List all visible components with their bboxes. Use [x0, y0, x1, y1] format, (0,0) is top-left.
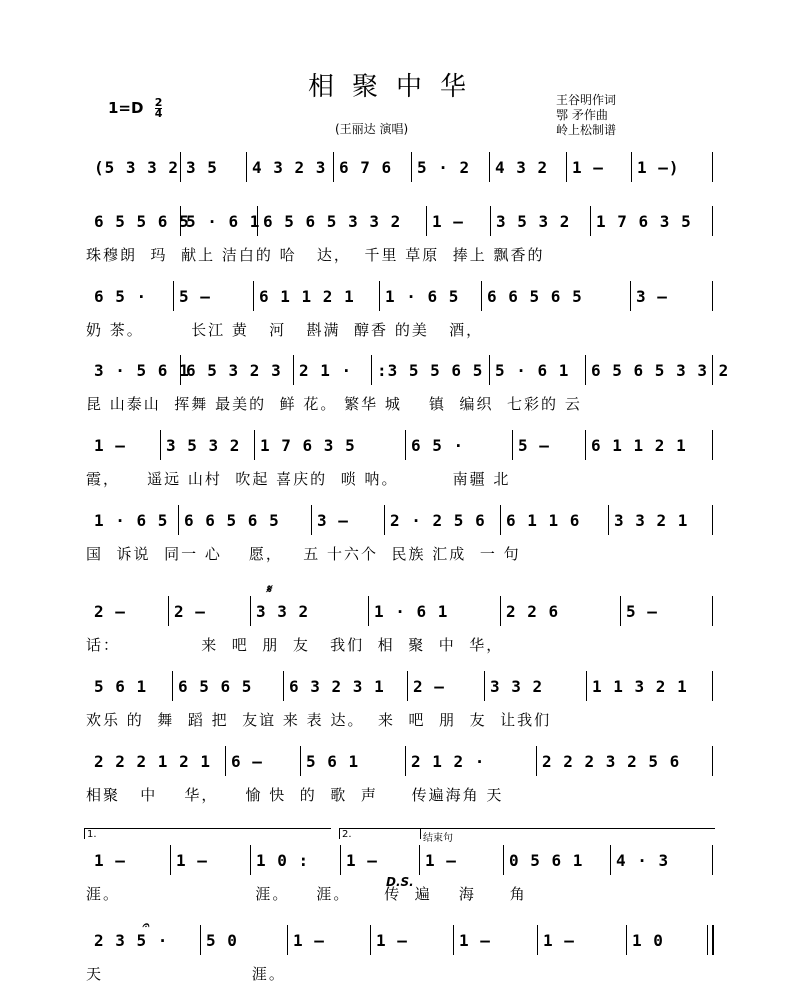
- lyricist-credit: 王谷明作词: [556, 93, 617, 107]
- measure: 6 5 ·: [411, 436, 465, 455]
- transcriber-credit: 岭上松制谱: [556, 123, 617, 137]
- barline: [379, 281, 380, 311]
- barline: [405, 746, 406, 776]
- measure: 1 · 6 5: [385, 287, 460, 306]
- time-top: 2: [154, 96, 163, 109]
- barline: [180, 152, 181, 182]
- barline: [246, 152, 247, 182]
- lyrics-line: 涯。 涯。 涯。 传 遍 海 角: [86, 885, 527, 903]
- barline: [537, 925, 538, 955]
- measure: 2 –: [413, 677, 445, 696]
- measure: 1 7 6 3 5: [260, 436, 356, 455]
- staff-row: [0, 355, 792, 411]
- barline: [426, 206, 427, 236]
- notation-line: [0, 152, 792, 182]
- lyrics-line: 欢乐 的 舞 蹈 把 友谊 来 表 达。 来 吧 朋 友 让我们: [86, 711, 552, 729]
- barline: [484, 671, 485, 701]
- barline: [411, 152, 412, 182]
- measure: 1 –: [346, 851, 378, 870]
- measure: 1 0: [632, 931, 664, 950]
- measure: 2 · 2 5 6: [390, 511, 486, 530]
- measure: 3 –: [317, 511, 349, 530]
- measure: 5 · 6 1: [495, 361, 570, 380]
- lyrics-line: 昆 山泰山 挥舞 最美的 鲜 花。 繁华 城 镇 编织 七彩的 云: [86, 395, 582, 413]
- measure: (5 3 3 2: [94, 158, 180, 177]
- barline: [712, 152, 713, 182]
- measure: 1 –): [637, 158, 680, 177]
- measure: 3 5 3 2: [166, 436, 241, 455]
- measure: 6 5 5 6 5: [94, 212, 190, 231]
- measure: 5 –: [518, 436, 550, 455]
- notation-line: [0, 505, 792, 535]
- barline: [712, 746, 713, 776]
- measure: 2 2 2 3 2 5 6: [542, 752, 681, 771]
- lyrics-line: 奶 茶。 长江 黄 河 斟满 醇香 的美 酒，: [86, 321, 484, 339]
- barline: [370, 925, 371, 955]
- measure: 6 5 ·: [94, 287, 148, 306]
- barline: [503, 845, 504, 875]
- barline: [168, 596, 169, 626]
- measure: 2 1 2 ·: [411, 752, 486, 771]
- barline: [368, 596, 369, 626]
- notation-line: [0, 281, 792, 311]
- measure: 1 –: [432, 212, 464, 231]
- barline: [160, 430, 161, 460]
- key-signature: [108, 98, 162, 119]
- volta-second: 2.: [339, 828, 420, 839]
- barline: [254, 430, 255, 460]
- barline: [712, 281, 713, 311]
- measure: 6 1 1 6: [506, 511, 581, 530]
- barline: [489, 355, 490, 385]
- barline: [172, 671, 173, 701]
- measure: 0 5 6 1: [509, 851, 584, 870]
- measure: 6 6 5 6 5: [184, 511, 280, 530]
- barline: [300, 746, 301, 776]
- barline: [250, 845, 251, 875]
- measure: 1 –: [176, 851, 208, 870]
- measure: 6 1 1 2 1: [591, 436, 687, 455]
- barline: [287, 925, 288, 955]
- measure: 1 1 3 2 1: [592, 677, 688, 696]
- performer: (王丽达 演唱): [335, 122, 409, 136]
- measure: 6 6 5 6 5: [487, 287, 583, 306]
- barline: [384, 505, 385, 535]
- measure: 3 5 3 2: [496, 212, 571, 231]
- measure: 6 –: [231, 752, 263, 771]
- ds-sign: D.S.: [386, 875, 414, 889]
- measure: 5 –: [626, 602, 658, 621]
- staff-row: [0, 596, 792, 652]
- staff-row: [0, 671, 792, 727]
- measure: 6 5 3 2 3: [186, 361, 282, 380]
- time-bottom: 4: [154, 107, 163, 120]
- measure: 1 –: [376, 931, 408, 950]
- measure: 1 0 :: [256, 851, 310, 870]
- barline: [490, 206, 491, 236]
- measure: 6 5 6 5: [178, 677, 253, 696]
- measure: 1 · 6 5: [94, 511, 169, 530]
- barline: [173, 281, 174, 311]
- barline: [712, 845, 713, 875]
- barline: [626, 925, 627, 955]
- measure: 5 0: [206, 931, 238, 950]
- barline: [566, 152, 567, 182]
- barline: [712, 596, 713, 626]
- measure: 5 · 2: [417, 158, 471, 177]
- measure: 1 –: [94, 851, 126, 870]
- notation-line: [0, 430, 792, 460]
- barline: [500, 596, 501, 626]
- barline: [311, 505, 312, 535]
- final-barline-thin: [707, 925, 708, 955]
- barline: [178, 505, 179, 535]
- measure: 6 5 6 5 3 3 2: [591, 361, 730, 380]
- barline: [712, 206, 713, 236]
- staff-row: [0, 845, 792, 901]
- measure: 1 –: [572, 158, 604, 177]
- measure: 4 · 3: [616, 851, 670, 870]
- measure: 5 –: [179, 287, 211, 306]
- credits: [556, 93, 616, 138]
- measure: :3 5 5 6 5: [377, 361, 484, 380]
- barline: [620, 596, 621, 626]
- barline: [170, 845, 171, 875]
- barline: [630, 281, 631, 311]
- notation-line: [0, 206, 792, 236]
- measure: 2 2 6: [506, 602, 560, 621]
- barline: [453, 925, 454, 955]
- barline: [536, 746, 537, 776]
- measure: 5 6 1: [306, 752, 360, 771]
- measure: 3 5: [186, 158, 218, 177]
- measure: 2 –: [174, 602, 206, 621]
- notation-line: [0, 845, 792, 875]
- measure: 1 –: [459, 931, 491, 950]
- staff-row: [0, 746, 792, 802]
- barline: [481, 281, 482, 311]
- measure: 3 –: [636, 287, 668, 306]
- notation-line: [0, 671, 792, 701]
- lyrics-line: 霞， 遥远 山村 吹起 喜庆的 唢 呐。 南疆 北: [86, 470, 511, 488]
- barline: [712, 671, 713, 701]
- measure: 6 5 6 5 3 3 2: [263, 212, 402, 231]
- barline: [608, 505, 609, 535]
- barline: [293, 355, 294, 385]
- barline: [283, 671, 284, 701]
- time-signature: [155, 98, 163, 119]
- staff-row: [0, 152, 792, 208]
- notation-line: [0, 746, 792, 776]
- staff-row: [0, 505, 792, 561]
- measure: 1 –: [293, 931, 325, 950]
- measure: 2 3 5 ·: [94, 931, 169, 950]
- measure: 2 1 ·: [299, 361, 353, 380]
- notation-line: [0, 596, 792, 626]
- measure: 1 –: [543, 931, 575, 950]
- measure: 3 · 5 6 1: [94, 361, 190, 380]
- lyrics-line: 天 涯。: [86, 965, 286, 983]
- lyrics-line: 珠穆朗 玛 献上 洁白的 哈 达， 千里 草原 捧上 飘香的: [86, 246, 545, 264]
- barline: [500, 505, 501, 535]
- measure: 2 –: [94, 602, 126, 621]
- barline: [585, 355, 586, 385]
- volta-ending: 结束句: [420, 828, 715, 839]
- measure: 4 3 2: [495, 158, 549, 177]
- key-label: 1=D: [108, 99, 144, 117]
- barline: [712, 430, 713, 460]
- measure: 2 2 2 1 2 1: [94, 752, 211, 771]
- barline: [419, 845, 420, 875]
- measure: 1 –: [94, 436, 126, 455]
- measure: 5 6 1: [94, 677, 148, 696]
- measure: 1 –: [425, 851, 457, 870]
- barline: [225, 746, 226, 776]
- measure: 6 3 2 3 1: [289, 677, 385, 696]
- barline: [586, 671, 587, 701]
- fermata-sign: 𝄐: [142, 918, 149, 932]
- measure: 4 3 2 3: [252, 158, 327, 177]
- barline: [250, 596, 251, 626]
- barline: [712, 925, 714, 955]
- barline: [200, 925, 201, 955]
- staff-row: [0, 430, 792, 486]
- lyrics-line: 国 诉说 同一 心 愿， 五 十六个 民族 汇成 一 句: [86, 545, 521, 563]
- barline: [405, 430, 406, 460]
- notation-line: [0, 355, 792, 385]
- segno-sign: 𝄋: [266, 582, 272, 596]
- measure: 5 · 6 1: [186, 212, 261, 231]
- barline: [340, 845, 341, 875]
- measure: 1 7 6 3 5: [596, 212, 692, 231]
- staff-row: [0, 925, 792, 981]
- measure: 6 7 6: [339, 158, 393, 177]
- lyrics-line: 相聚 中 华， 愉 快 的 歌 声 传遍海角 天: [86, 786, 504, 804]
- barline: [585, 430, 586, 460]
- song-title: 相聚中华: [307, 72, 484, 102]
- measure: 3 3 2 1: [614, 511, 689, 530]
- measure: 3 3 2: [490, 677, 544, 696]
- barline: [407, 671, 408, 701]
- notation-line: [0, 925, 792, 955]
- barline: [512, 430, 513, 460]
- barline: [371, 355, 372, 385]
- measure: 6 1 1 2 1: [259, 287, 355, 306]
- volta-first: 1.: [84, 828, 331, 839]
- barline: [333, 152, 334, 182]
- measure: 3 3 2: [256, 602, 310, 621]
- lyrics-line: 话： 来 吧 朋 友 我们 相 聚 中 华，: [86, 636, 504, 654]
- barline: [590, 206, 591, 236]
- barline: [610, 845, 611, 875]
- staff-row: [0, 281, 792, 337]
- staff-row: [0, 206, 792, 262]
- barline: [712, 505, 713, 535]
- barline: [631, 152, 632, 182]
- barline: [489, 152, 490, 182]
- barline: [253, 281, 254, 311]
- composer-credit: 鄂 矛作曲: [556, 108, 608, 122]
- measure: 1 · 6 1: [374, 602, 449, 621]
